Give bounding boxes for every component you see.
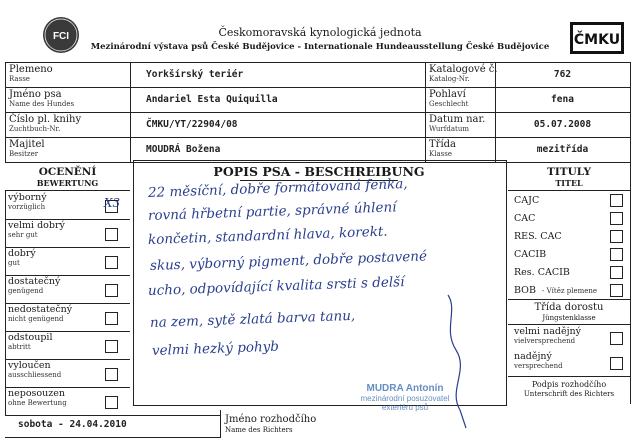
podpis-label: Podpis rozhodčího: [531, 380, 607, 389]
title-checkbox[interactable]: [610, 212, 623, 225]
title-option[interactable]: [514, 192, 626, 210]
rating-checkbox[interactable]: [105, 396, 118, 409]
pohlavi-label: Pohlaví: [429, 89, 466, 100]
rating-option[interactable]: [8, 220, 128, 248]
katalog-field: [429, 64, 498, 83]
stamp-name: MUDRA Antonín: [366, 383, 444, 394]
rating-checkbox[interactable]: [105, 340, 118, 353]
dorost-option[interactable]: [514, 326, 626, 351]
title-checkbox[interactable]: [610, 266, 623, 279]
tituly-subtitle: TITEL: [555, 178, 583, 188]
title-label: RES. CAC: [514, 231, 562, 242]
rating-checkbox[interactable]: [105, 312, 118, 325]
org-title: Českomoravská kynologická jednota: [218, 26, 422, 39]
trida-field: [429, 139, 456, 158]
rating-sub: vorzüglich: [8, 203, 46, 211]
plemeno-value: Yorkšírský teriér: [146, 69, 244, 80]
trida-value: mezitřída: [536, 144, 589, 155]
title-sub: - Vítěz plemene: [542, 287, 598, 295]
title-option[interactable]: [514, 210, 626, 228]
description-line: rovná hřbetní partie, správné úhlení: [147, 199, 397, 224]
footer-date: sobota - 24.04.2010: [18, 419, 127, 430]
rating-label: odstoupil: [8, 332, 53, 343]
dorost-checkbox[interactable]: [610, 332, 623, 345]
title-option[interactable]: [514, 282, 626, 300]
stamp-line2: mezinárodní posuzovatel: [360, 394, 450, 403]
event-title: Mezinárodní výstava psů České Budějovice - Internationale Hundeausstellung České Budějovice: [90, 42, 550, 52]
dorost-option[interactable]: [514, 351, 626, 376]
title-label: CAC: [514, 213, 536, 224]
rating-mark: X3: [104, 196, 121, 210]
katalog-value: 762: [553, 69, 572, 80]
dorost-subtitle: Jüngstenklasse: [542, 314, 596, 322]
popis-title: POPIS PSA - BESCHREIBUNG: [213, 164, 425, 179]
description-line: skus, výborný pigment, dobře postavené: [149, 248, 428, 274]
rating-checkbox[interactable]: [105, 228, 118, 241]
rating-sub: ohne Bewertung: [8, 399, 67, 407]
podpis-sub: Unterschrift des Richters: [523, 390, 615, 398]
description-line: 22 měsíční, dobře formátovaná fenka,: [147, 175, 408, 201]
cislo-value: ČMKU/YT/22904/08: [146, 119, 238, 130]
title-option[interactable]: [514, 246, 626, 264]
rating-sub: nicht genügend: [8, 315, 64, 323]
katalog-label: Katalogové č.: [429, 64, 498, 75]
cislo-field: [9, 114, 81, 133]
dorost-label: nadějný: [514, 351, 552, 362]
title-checkbox[interactable]: [610, 194, 623, 207]
dorost-title: Třída dorostu: [534, 302, 604, 313]
rating-option[interactable]: [8, 332, 128, 360]
datum-sub: Wurfdatum: [429, 125, 469, 133]
rating-checkbox[interactable]: [105, 368, 118, 381]
fci-logo-text: FCI: [52, 31, 70, 42]
katalog-sub: Katalog-Nr.: [429, 75, 470, 83]
title-checkbox[interactable]: [610, 248, 623, 261]
cmku-logo: [570, 22, 624, 54]
jmeno-label: Jméno psa: [9, 89, 62, 100]
title-label: BOB: [514, 285, 536, 296]
description-line: končetin, standardní hlava, korekt.: [147, 223, 388, 248]
rating-option[interactable]: [8, 304, 128, 332]
jmeno-field: [9, 89, 74, 108]
rating-option[interactable]: [8, 192, 128, 220]
tituly-title: TITULY: [547, 166, 591, 178]
rating-sub: genügend: [8, 287, 44, 295]
cislo-label: Číslo pl. knihy: [9, 114, 82, 125]
datum-field: [429, 114, 485, 133]
majitel-sub: Besitzer: [9, 150, 39, 158]
jmeno-sub: Name des Hundes: [9, 100, 75, 108]
rating-option[interactable]: [8, 388, 128, 416]
oceneni-title: OCENĚNÍ: [38, 166, 97, 178]
title-option[interactable]: [514, 228, 626, 246]
trida-label: Třída: [429, 139, 457, 150]
datum-value: 05.07.2008: [533, 119, 592, 130]
pohlavi-field: [429, 89, 468, 108]
trida-sub: Klasse: [429, 150, 452, 158]
description-line: ucho, odpovídající kvalita srsti s delší: [147, 274, 405, 299]
judge-name-label: Jméno rozhodčího: [225, 414, 317, 425]
cislo-sub: Zuchtbuch-Nr.: [9, 125, 61, 133]
rating-sub: gut: [8, 259, 20, 267]
stamp-line3: exteriéru psů: [381, 403, 429, 412]
dorost-label: velmi nadějný: [514, 326, 582, 337]
rating-checkbox[interactable]: [105, 256, 118, 269]
jmeno-value: Andariel Esta Quiquilla: [146, 94, 278, 105]
rating-option[interactable]: [8, 360, 128, 388]
plemeno-field: [9, 64, 53, 83]
dorost-sub: vielversprechend: [514, 337, 576, 345]
datum-label: Datum nar.: [429, 114, 486, 125]
dorost-sub: versprechend: [514, 362, 563, 370]
pohlavi-sub: Geschlecht: [429, 100, 469, 108]
rating-option[interactable]: [8, 248, 128, 276]
title-checkbox[interactable]: [610, 230, 623, 243]
plemeno-label: Plemeno: [9, 64, 53, 75]
plemeno-sub: Rasse: [9, 75, 30, 83]
rating-checkbox[interactable]: [104, 196, 121, 213]
title-checkbox[interactable]: [610, 284, 623, 297]
rating-option[interactable]: [8, 276, 128, 304]
cmku-logo-text: ČMKU: [573, 32, 621, 48]
rating-label: neposouzen: [8, 388, 65, 399]
title-option[interactable]: [514, 264, 626, 282]
rating-label: nedostatečný: [8, 304, 73, 315]
majitel-field: [9, 139, 45, 158]
judge-signature: [438, 290, 478, 430]
fci-logo: [42, 16, 80, 54]
rating-label: dostatečný: [8, 276, 61, 287]
rating-label: velmi dobrý: [8, 220, 65, 231]
description-line: velmi hezký pohyb: [151, 338, 280, 359]
title-label: CAJC: [514, 195, 540, 206]
title-label: CACIB: [514, 249, 547, 260]
rating-sub: ausschliessend: [8, 371, 62, 379]
rating-sub: sehr gut: [8, 231, 38, 239]
dorost-checkbox[interactable]: [610, 357, 623, 370]
judge-name-sub: Name des Richters: [225, 426, 293, 434]
description-line: na zem, sytě zlatá barva tanu,: [149, 307, 356, 331]
pohlavi-value: fena: [551, 94, 574, 105]
rating-label: výborný: [8, 192, 47, 203]
oceneni-subtitle: BEWERTUNG: [36, 178, 99, 188]
majitel-value: MOUDRÁ Božena: [146, 144, 221, 155]
rating-checkbox[interactable]: [105, 284, 118, 297]
rating-sub: abtritt: [8, 343, 31, 351]
majitel-label: Majitel: [9, 139, 45, 150]
rating-label: dobrý: [8, 248, 36, 259]
rating-label: vyloučen: [8, 360, 51, 371]
title-label: Res. CACIB: [514, 267, 570, 278]
